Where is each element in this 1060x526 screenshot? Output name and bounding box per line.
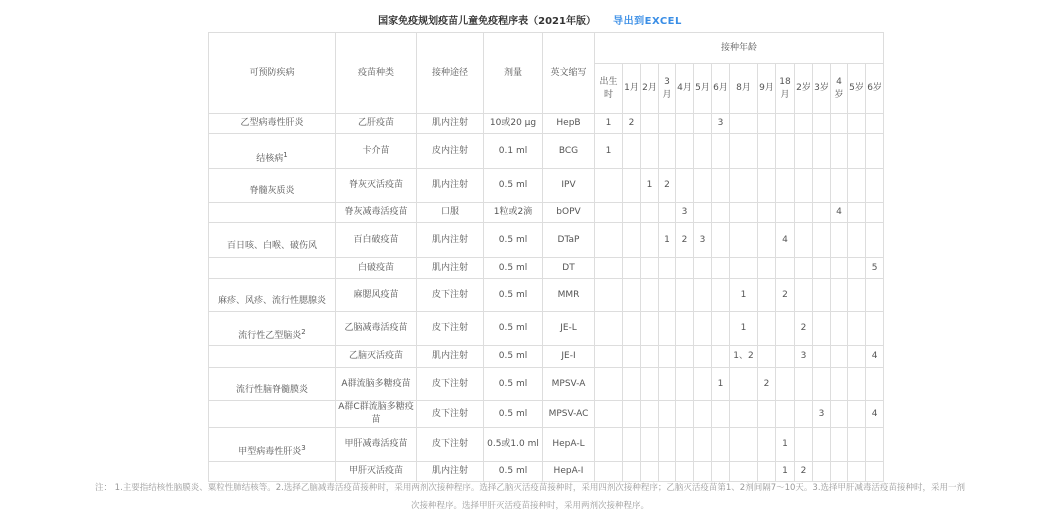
dose-cell bbox=[866, 368, 884, 401]
dose-cell bbox=[730, 258, 758, 279]
dose-cell bbox=[776, 169, 795, 203]
dose-cell bbox=[848, 223, 866, 258]
dose-cell bbox=[795, 428, 813, 462]
dose-cell: 4 bbox=[831, 203, 848, 223]
dose-cell bbox=[694, 312, 712, 346]
dose-cell bbox=[641, 114, 659, 134]
dose-cell: 1 bbox=[776, 428, 795, 462]
route-cell: 肌内注射 bbox=[417, 258, 484, 279]
abbr-cell: HepB bbox=[543, 114, 595, 134]
header-disease: 可预防疾病 bbox=[209, 33, 336, 114]
disease-cell bbox=[209, 428, 336, 462]
dose-cell bbox=[694, 428, 712, 462]
dose-cell bbox=[866, 203, 884, 223]
route-cell: 肌内注射 bbox=[417, 223, 484, 258]
dose-cell bbox=[776, 312, 795, 346]
dose-cell bbox=[595, 312, 623, 346]
dose-cell: 2 bbox=[776, 279, 795, 312]
disease-cell bbox=[209, 346, 336, 368]
dose-cell bbox=[694, 279, 712, 312]
dose-cell bbox=[831, 346, 848, 368]
dose-cell bbox=[795, 134, 813, 169]
abbr-cell: HepA-L bbox=[543, 428, 595, 462]
dose-cell bbox=[866, 279, 884, 312]
dose-cell bbox=[623, 401, 641, 428]
dose-cell: 0.5 ml bbox=[484, 462, 543, 482]
dose-cell: 0.5 ml bbox=[484, 258, 543, 279]
dose-cell bbox=[776, 134, 795, 169]
header-age-group: 接种年龄 bbox=[595, 33, 884, 64]
dose-cell bbox=[730, 368, 758, 401]
table-row bbox=[209, 169, 884, 203]
table-row bbox=[209, 312, 884, 346]
dose-cell: 1 bbox=[776, 462, 795, 482]
dose-cell bbox=[848, 114, 866, 134]
header-route: 接种途径 bbox=[417, 33, 484, 114]
vaccine-cell: A群流脑多糖疫苗 bbox=[336, 368, 417, 401]
dose-cell bbox=[813, 428, 831, 462]
route-cell: 皮下注射 bbox=[417, 312, 484, 346]
dose-cell: 2 bbox=[758, 368, 776, 401]
header-age: 18月 bbox=[776, 64, 795, 114]
dose-cell bbox=[831, 428, 848, 462]
footnote-marker: 3 bbox=[301, 444, 306, 452]
header-age: 3岁 bbox=[813, 64, 831, 114]
dose-cell: 1、2 bbox=[730, 346, 758, 368]
dose-cell bbox=[676, 258, 694, 279]
disease-cell bbox=[209, 223, 336, 258]
route-cell: 肌内注射 bbox=[417, 169, 484, 203]
vaccine-cell: 甲肝减毒活疫苗 bbox=[336, 428, 417, 462]
header-vaccine: 疫苗种类 bbox=[336, 33, 417, 114]
dose-cell: 1 bbox=[730, 312, 758, 346]
dose-cell: 2 bbox=[676, 223, 694, 258]
dose-cell bbox=[758, 401, 776, 428]
header-age: 4月 bbox=[676, 64, 694, 114]
dose-cell bbox=[712, 279, 730, 312]
dose-cell bbox=[831, 114, 848, 134]
dose-cell: 4 bbox=[776, 223, 795, 258]
header-age: 4岁 bbox=[831, 64, 848, 114]
vaccine-cell: 卡介苗 bbox=[336, 134, 417, 169]
dose-cell bbox=[730, 428, 758, 462]
dose-cell bbox=[623, 346, 641, 368]
dose-cell: 0.5 ml bbox=[484, 368, 543, 401]
dose-cell bbox=[776, 258, 795, 279]
dose-cell bbox=[813, 279, 831, 312]
dose-cell bbox=[595, 169, 623, 203]
dose-cell bbox=[813, 203, 831, 223]
table-row bbox=[209, 223, 884, 258]
dose-cell bbox=[623, 258, 641, 279]
footnote-marker: 1 bbox=[283, 150, 288, 159]
dose-cell bbox=[676, 428, 694, 462]
disease-cell bbox=[209, 134, 336, 169]
dose-cell: 1 bbox=[712, 368, 730, 401]
dose-cell bbox=[866, 114, 884, 134]
dose-cell bbox=[712, 169, 730, 203]
dose-cell bbox=[641, 279, 659, 312]
abbr-cell: bOPV bbox=[543, 203, 595, 223]
dose-cell bbox=[595, 258, 623, 279]
dose-cell bbox=[848, 169, 866, 203]
dose-cell bbox=[795, 401, 813, 428]
dose-cell bbox=[623, 134, 641, 169]
dose-cell bbox=[776, 401, 795, 428]
page-header bbox=[0, 12, 1060, 27]
vaccine-cell: 乙肝疫苗 bbox=[336, 114, 417, 134]
dose-cell bbox=[848, 203, 866, 223]
dose-cell bbox=[776, 114, 795, 134]
dose-cell bbox=[758, 279, 776, 312]
dose-cell bbox=[641, 401, 659, 428]
dose-cell bbox=[795, 169, 813, 203]
dose-cell bbox=[730, 114, 758, 134]
dose-cell bbox=[758, 312, 776, 346]
dose-cell: 5 bbox=[866, 258, 884, 279]
dose-cell bbox=[848, 428, 866, 462]
header-dose: 剂量 bbox=[484, 33, 543, 114]
dose-cell: 1 bbox=[730, 279, 758, 312]
dose-cell bbox=[595, 368, 623, 401]
dose-cell bbox=[712, 258, 730, 279]
abbr-cell: JE-I bbox=[543, 346, 595, 368]
dose-cell: 3 bbox=[676, 203, 694, 223]
vaccine-cell: 白破疫苗 bbox=[336, 258, 417, 279]
dose-cell bbox=[659, 401, 676, 428]
dose-cell bbox=[848, 401, 866, 428]
dose-cell bbox=[659, 134, 676, 169]
footnote-line-1: 注： 1.主要指结核性脑膜炎、粟粒性肺结核等。2.选择乙脑减毒活疫苗接种时，采用两剂次接种程序。选择乙脑灭活疫苗接种时，采用四剂次接种程序；乙脑灭活疫苗第1、2剂间隔7～10天。3.选择甲肝减毒活疫苗接种时，采用一剂 bbox=[94, 483, 966, 493]
dose-cell bbox=[758, 203, 776, 223]
header-age: 5月 bbox=[694, 64, 712, 114]
disease-label: 脊髓灰质炎 bbox=[249, 186, 295, 196]
disease-cell bbox=[209, 401, 336, 428]
vaccine-cell: 乙脑灭活疫苗 bbox=[336, 346, 417, 368]
dose-cell bbox=[712, 203, 730, 223]
dose-cell bbox=[595, 203, 623, 223]
page-title: 国家免疫规划疫苗儿童免疫程序表（2021年版） bbox=[378, 16, 596, 27]
dose-cell: 0.5或1.0 ml bbox=[484, 428, 543, 462]
header-abbr: 英文缩写 bbox=[543, 33, 595, 114]
dose-cell bbox=[795, 114, 813, 134]
dose-cell bbox=[866, 428, 884, 462]
header-age: 出生时 bbox=[595, 64, 623, 114]
disease-cell bbox=[209, 169, 336, 203]
dose-cell bbox=[848, 312, 866, 346]
dose-cell bbox=[831, 312, 848, 346]
table-row bbox=[209, 401, 884, 428]
dose-cell bbox=[866, 134, 884, 169]
footnote-line-2: 次接种程序。选择甲肝灭活疫苗接种时，采用两剂次接种程序。 bbox=[410, 501, 649, 511]
dose-cell bbox=[694, 203, 712, 223]
abbr-cell: DTaP bbox=[543, 223, 595, 258]
route-cell: 肌内注射 bbox=[417, 462, 484, 482]
dose-cell bbox=[866, 312, 884, 346]
dose-cell bbox=[641, 312, 659, 346]
route-cell: 皮下注射 bbox=[417, 428, 484, 462]
dose-cell: 3 bbox=[813, 401, 831, 428]
dose-cell bbox=[712, 134, 730, 169]
dose-cell bbox=[676, 114, 694, 134]
dose-cell: 2 bbox=[795, 312, 813, 346]
dose-cell bbox=[831, 258, 848, 279]
dose-cell bbox=[813, 346, 831, 368]
dose-cell bbox=[694, 114, 712, 134]
disease-cell bbox=[209, 368, 336, 401]
dose-cell bbox=[595, 223, 623, 258]
dose-cell bbox=[831, 169, 848, 203]
dose-cell bbox=[848, 134, 866, 169]
dose-cell bbox=[641, 346, 659, 368]
dose-cell bbox=[694, 346, 712, 368]
dose-cell bbox=[659, 346, 676, 368]
header-age: 1月 bbox=[623, 64, 641, 114]
dose-cell bbox=[758, 134, 776, 169]
dose-cell bbox=[641, 134, 659, 169]
dose-cell: 0.5 ml bbox=[484, 401, 543, 428]
dose-cell bbox=[659, 428, 676, 462]
dose-cell bbox=[776, 203, 795, 223]
dose-cell bbox=[758, 346, 776, 368]
dose-cell bbox=[641, 428, 659, 462]
dose-cell bbox=[730, 134, 758, 169]
dose-cell bbox=[659, 258, 676, 279]
abbr-cell: HepA-I bbox=[543, 462, 595, 482]
dose-cell: 4 bbox=[866, 401, 884, 428]
dose-cell bbox=[831, 401, 848, 428]
dose-cell bbox=[712, 401, 730, 428]
vaccine-cell: 脊灰灭活疫苗 bbox=[336, 169, 417, 203]
route-cell: 皮下注射 bbox=[417, 368, 484, 401]
dose-cell bbox=[659, 203, 676, 223]
disease-cell bbox=[209, 114, 336, 134]
dose-cell bbox=[623, 203, 641, 223]
dose-cell: 1 bbox=[641, 169, 659, 203]
header-age: 5岁 bbox=[848, 64, 866, 114]
dose-cell bbox=[676, 279, 694, 312]
dose-cell bbox=[595, 401, 623, 428]
dose-cell bbox=[831, 134, 848, 169]
dose-cell bbox=[758, 169, 776, 203]
dose-cell bbox=[730, 203, 758, 223]
header-age: 3月 bbox=[659, 64, 676, 114]
vaccine-cell: 乙脑减毒活疫苗 bbox=[336, 312, 417, 346]
dose-cell bbox=[831, 279, 848, 312]
dose-cell: 1 bbox=[595, 134, 623, 169]
dose-cell bbox=[641, 368, 659, 401]
dose-cell: 4 bbox=[866, 346, 884, 368]
dose-cell bbox=[813, 312, 831, 346]
dose-cell bbox=[623, 279, 641, 312]
dose-cell bbox=[795, 258, 813, 279]
dose-cell bbox=[758, 223, 776, 258]
dose-cell bbox=[813, 223, 831, 258]
dose-cell bbox=[676, 134, 694, 169]
route-cell: 口服 bbox=[417, 203, 484, 223]
header-age: 6岁 bbox=[866, 64, 884, 114]
vaccine-cell: A群C群流脑多糖疫苗 bbox=[336, 401, 417, 428]
route-cell: 肌内注射 bbox=[417, 114, 484, 134]
dose-cell: 10或20 μg bbox=[484, 114, 543, 134]
dose-cell bbox=[848, 279, 866, 312]
dose-cell bbox=[795, 223, 813, 258]
table-row bbox=[209, 258, 884, 279]
dose-cell: 1粒或2滴 bbox=[484, 203, 543, 223]
disease-cell bbox=[209, 258, 336, 279]
dose-cell bbox=[595, 279, 623, 312]
dose-cell bbox=[694, 401, 712, 428]
disease-cell bbox=[209, 312, 336, 346]
dose-cell: 2 bbox=[659, 169, 676, 203]
dose-cell bbox=[848, 258, 866, 279]
dose-cell bbox=[623, 368, 641, 401]
route-cell: 皮下注射 bbox=[417, 401, 484, 428]
dose-cell bbox=[623, 223, 641, 258]
export-excel-link[interactable]: 导出到EXCEL bbox=[613, 16, 682, 27]
dose-cell bbox=[694, 368, 712, 401]
dose-cell bbox=[795, 368, 813, 401]
dose-cell bbox=[712, 312, 730, 346]
dose-cell bbox=[595, 428, 623, 462]
table-row bbox=[209, 368, 884, 401]
dose-cell bbox=[848, 368, 866, 401]
dose-cell bbox=[595, 346, 623, 368]
dose-cell: 2 bbox=[623, 114, 641, 134]
dose-cell bbox=[813, 368, 831, 401]
dose-cell bbox=[676, 346, 694, 368]
table-row bbox=[209, 279, 884, 312]
disease-label: 结核病 bbox=[256, 153, 284, 164]
disease-label: 百日咳、白喉、破伤风 bbox=[226, 240, 317, 251]
disease-label: 流行性脑脊髓膜炎 bbox=[235, 384, 308, 395]
header-age: 8月 bbox=[730, 64, 758, 114]
dose-cell: 1 bbox=[595, 114, 623, 134]
dose-cell bbox=[676, 312, 694, 346]
dose-cell bbox=[659, 368, 676, 401]
dose-cell bbox=[712, 223, 730, 258]
dose-cell bbox=[623, 428, 641, 462]
disease-label: 流行性乙型脑炎 bbox=[238, 331, 302, 341]
vaccine-cell: 麻腮风疫苗 bbox=[336, 279, 417, 312]
disease-cell bbox=[209, 279, 336, 312]
dose-cell: 0.5 ml bbox=[484, 312, 543, 346]
table-row bbox=[209, 428, 884, 462]
dose-cell bbox=[730, 401, 758, 428]
dose-cell bbox=[623, 169, 641, 203]
route-cell: 肌内注射 bbox=[417, 346, 484, 368]
header-age: 9月 bbox=[758, 64, 776, 114]
abbr-cell: MMR bbox=[543, 279, 595, 312]
disease-label: 甲型病毒性肝炎 bbox=[238, 447, 302, 457]
dose-cell: 2 bbox=[795, 462, 813, 482]
abbr-cell: BCG bbox=[543, 134, 595, 169]
route-cell: 皮下注射 bbox=[417, 279, 484, 312]
dose-cell: 0.5 ml bbox=[484, 279, 543, 312]
dose-cell bbox=[831, 368, 848, 401]
dose-cell bbox=[758, 428, 776, 462]
dose-cell: 0.5 ml bbox=[484, 169, 543, 203]
dose-cell bbox=[866, 223, 884, 258]
dose-cell bbox=[813, 258, 831, 279]
abbr-cell: MPSV-AC bbox=[543, 401, 595, 428]
abbr-cell: DT bbox=[543, 258, 595, 279]
vaccine-cell: 甲肝灭活疫苗 bbox=[336, 462, 417, 482]
dose-cell bbox=[694, 169, 712, 203]
dose-cell bbox=[813, 134, 831, 169]
dose-cell: 1 bbox=[659, 223, 676, 258]
dose-cell bbox=[712, 346, 730, 368]
dose-cell bbox=[712, 428, 730, 462]
dose-cell bbox=[730, 223, 758, 258]
dose-cell bbox=[659, 312, 676, 346]
abbr-cell: MPSV-A bbox=[543, 368, 595, 401]
dose-cell bbox=[676, 368, 694, 401]
dose-cell: 0.5 ml bbox=[484, 346, 543, 368]
dose-cell bbox=[813, 114, 831, 134]
disease-label: 乙型病毒性肝炎 bbox=[240, 118, 304, 128]
abbr-cell: JE-L bbox=[543, 312, 595, 346]
header-age: 2月 bbox=[641, 64, 659, 114]
dose-cell bbox=[676, 401, 694, 428]
dose-cell bbox=[676, 169, 694, 203]
abbr-cell: IPV bbox=[543, 169, 595, 203]
dose-cell bbox=[795, 203, 813, 223]
dose-cell bbox=[758, 114, 776, 134]
dose-cell bbox=[659, 114, 676, 134]
dose-cell: 3 bbox=[795, 346, 813, 368]
dose-cell bbox=[848, 346, 866, 368]
dose-cell bbox=[795, 279, 813, 312]
dose-cell: 3 bbox=[712, 114, 730, 134]
dose-cell bbox=[730, 169, 758, 203]
dose-cell bbox=[776, 368, 795, 401]
header-age: 6月 bbox=[712, 64, 730, 114]
table-row bbox=[209, 346, 884, 368]
dose-cell bbox=[694, 134, 712, 169]
dose-cell bbox=[641, 258, 659, 279]
dose-cell bbox=[641, 223, 659, 258]
route-cell: 皮内注射 bbox=[417, 134, 484, 169]
dose-cell bbox=[831, 223, 848, 258]
dose-cell bbox=[659, 279, 676, 312]
disease-label: 麻疹、风疹、流行性腮腺炎 bbox=[217, 295, 326, 306]
dose-cell bbox=[694, 258, 712, 279]
header-age: 2岁 bbox=[795, 64, 813, 114]
dose-cell bbox=[641, 203, 659, 223]
footnote-marker: 2 bbox=[301, 328, 306, 336]
dose-cell bbox=[813, 169, 831, 203]
dose-cell bbox=[758, 258, 776, 279]
table-row bbox=[209, 134, 884, 169]
vaccine-cell: 脊灰减毒活疫苗 bbox=[336, 203, 417, 223]
dose-cell bbox=[776, 346, 795, 368]
table-row bbox=[209, 114, 884, 134]
immunization-schedule-table bbox=[208, 32, 884, 482]
dose-cell bbox=[866, 169, 884, 203]
vaccine-cell: 百白破疫苗 bbox=[336, 223, 417, 258]
table-row bbox=[209, 203, 884, 223]
dose-cell: 0.1 ml bbox=[484, 134, 543, 169]
dose-cell bbox=[623, 312, 641, 346]
dose-cell: 3 bbox=[694, 223, 712, 258]
dose-cell: 0.5 ml bbox=[484, 223, 543, 258]
disease-cell bbox=[209, 203, 336, 223]
